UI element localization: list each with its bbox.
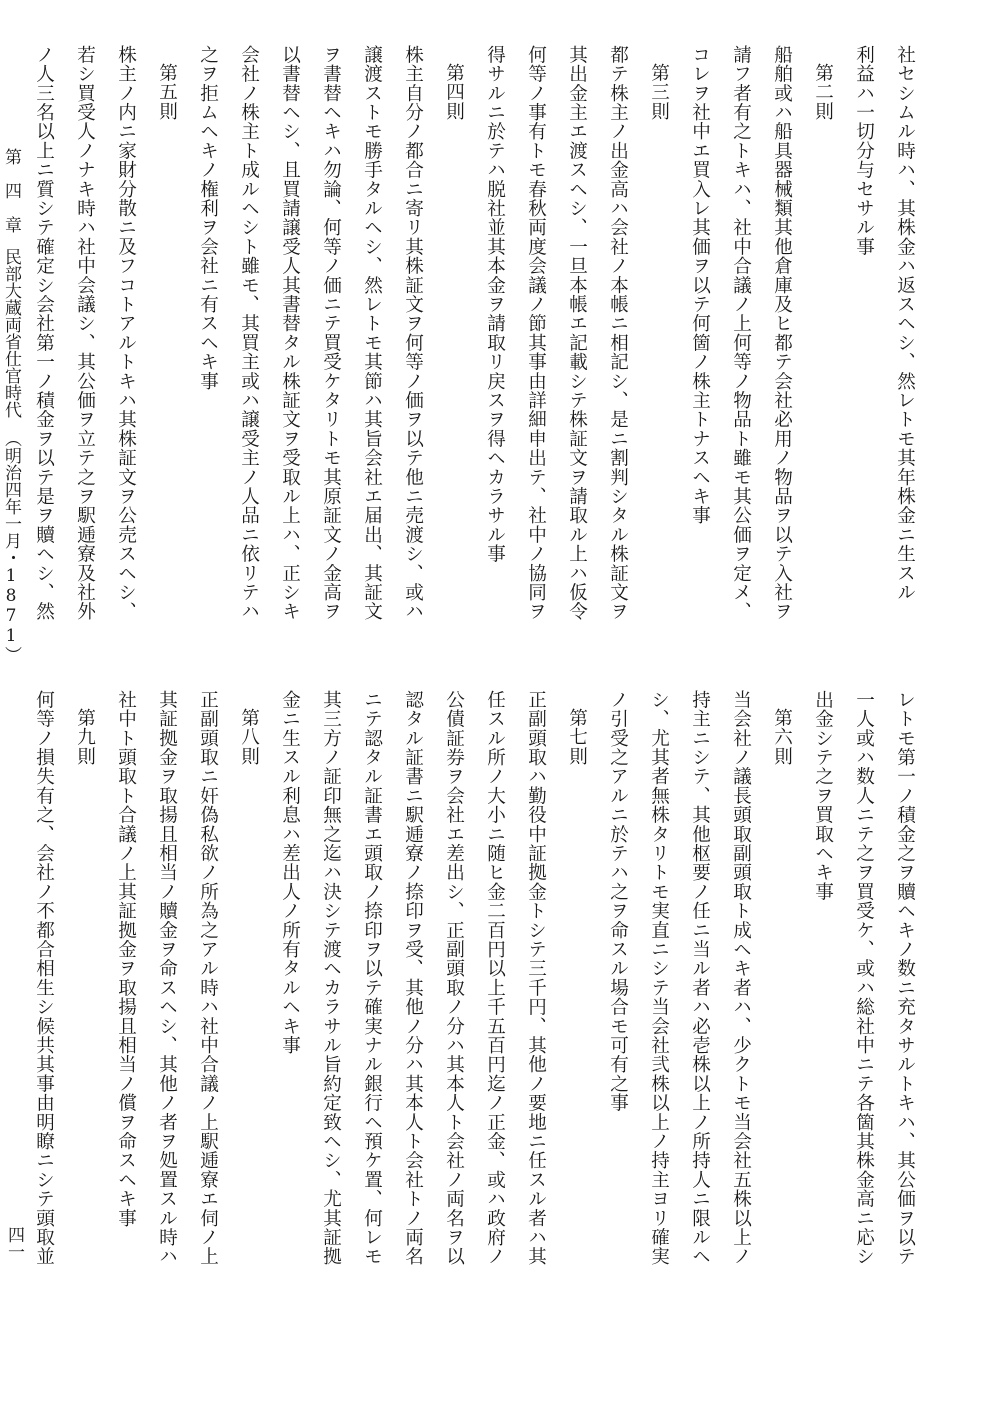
text-column: 船舶或ハ船具器械類其他倉庫及ヒ都テ会社必用ノ物品ヲ以テ入社ヲ — [771, 45, 793, 621]
text-column: 一人或ハ数人ニテ之ヲ買受ケ、或ハ総社中ニテ各箇其株金高ニ応シ — [853, 690, 875, 1266]
text-column: 何等ノ事有トモ春秋両度会議ノ節其事由詳細申出テ、社中ノ協同ヲ — [525, 45, 547, 621]
section-heading: 第二則 — [812, 63, 834, 121]
page-number: 四一 — [4, 1226, 24, 1260]
section-heading: 第四則 — [443, 63, 465, 121]
text-column: 都テ株主ノ出金高ハ会社ノ本帳ニ相記シ、是ニ割判シタル株証文ヲ — [607, 45, 629, 621]
text-column: ノ引受之アルニ於テハ之ヲ命スル場合モ可有之事 — [607, 690, 629, 1113]
text-column: 出金シテ之ヲ買取ヘキ事 — [812, 690, 834, 902]
text-column: 正副頭取ハ勤役中証拠金トシテ三千円、其他ノ要地ニ任スル者ハ其 — [525, 690, 547, 1266]
text-column: コレヲ社中エ買入レ其価ヲ以テ何箇ノ株主トナスヘキ事 — [689, 45, 711, 525]
text-column: 公債証券ヲ会社エ差出シ、正副頭取ノ分ハ其本人ト会社ノ両名ヲ以 — [443, 690, 465, 1266]
text-column: 金ニ生スル利息ハ差出人ノ所有タルヘキ事 — [279, 690, 301, 1055]
section-heading: 第八則 — [238, 708, 260, 766]
running-head-date: （明治四年一月・1871） — [1, 430, 21, 663]
text-column: 当会社ノ議長頭取副頭取ト成ヘキ者ハ、少クトモ当会社五株以上ノ — [730, 690, 752, 1266]
text-column: ノ人三名以上ニ質シテ確定シ会社第一ノ積金ヲ以テ是ヲ贖ヘシ、然 — [33, 45, 55, 621]
text-column: 其三方ノ証印無之迄ハ決シテ渡ヘカラサル旨約定致ヘシ、尤其証拠 — [320, 690, 342, 1266]
text-column: 株主自分ノ都合ニ寄リ其株証文ヲ何等ノ価ヲ以テ他ニ売渡シ、或ハ — [402, 45, 424, 621]
text-column: 若シ買受人ノナキ時ハ社中会議シ、其公価ヲ立テ之ヲ駅逓寮及社外 — [74, 45, 96, 621]
text-column: 其証拠金ヲ取揚且相当ノ贖金ヲ命スヘシ、其他ノ者ヲ処置スル時ハ — [156, 690, 178, 1266]
text-column: 譲渡ストモ勝手タルヘシ、然レトモ其節ハ其旨会社エ届出、其証文 — [361, 45, 383, 621]
text-column: 正副頭取ニ奸偽私欲ノ所為之アル時ハ社中合議ノ上駅逓寮エ伺ノ上 — [197, 690, 219, 1266]
text-column: 之ヲ拒ムヘキノ権利ヲ会社ニ有スヘキ事 — [197, 45, 219, 391]
text-column: 得サルニ於テハ脱社並其本金ヲ請取リ戻スヲ得ヘカラサル事 — [484, 45, 506, 564]
text-column: 株主ノ内ニ家財分散ニ及フコトアルトキハ其株証文ヲ公売スヘシ、 — [115, 45, 137, 621]
text-column: 会社ノ株主ト成ルヘシト雖モ、其買主或ハ譲受主ノ人品ニ依リテハ — [238, 45, 260, 621]
text-column: ヲ書替ヘキハ勿論、何等ノ価ニテ買受ケタリトモ其原証文ノ金高ヲ — [320, 45, 342, 621]
text-column: レトモ第一ノ積金之ヲ贖ヘキノ数ニ充タサルトキハ、其公価ヲ以テ — [894, 690, 916, 1266]
text-column: 認タル証書ニ駅逓寮ノ捺印ヲ受、其他ノ分ハ其本人ト会社トノ両名 — [402, 690, 424, 1266]
running-head-chapter: 第 四 章 — [1, 148, 21, 233]
section-heading: 第五則 — [156, 63, 178, 121]
section-heading: 第三則 — [648, 63, 670, 121]
text-column: 社中ト頭取ト合議ノ上其証拠金ヲ取揚且相当ノ償ヲ命スヘキ事 — [115, 690, 137, 1228]
text-column: 持主ニシテ、其他枢要ノ任ニ当ル者ハ必壱株以上ノ所持人ニ限ルヘ — [689, 690, 711, 1266]
text-column: 請フ者有之トキハ、社中合議ノ上何等ノ物品ト雖モ其公価ヲ定メ、 — [730, 45, 752, 621]
section-heading: 第七則 — [566, 708, 588, 766]
text-column: 何等ノ損失有之、会社ノ不都合相生シ候共其事由明瞭ニシテ頭取並 — [33, 690, 55, 1266]
text-column: 社セシムル時ハ、其株金ハ返スヘシ、然レトモ其年株金ニ生スル — [894, 45, 916, 602]
text-column: 任スル所ノ大小ニ随ヒ金二百円以上千五百円迄ノ正金、或ハ政府ノ — [484, 690, 506, 1266]
section-heading: 第六則 — [771, 708, 793, 766]
text-column: シ、尤其者無株タリトモ実直ニシテ当会社弐株以上ノ持主ヨリ確実 — [648, 690, 670, 1266]
section-heading: 第九則 — [74, 708, 96, 766]
running-head-title: 民部大蔵両省仕官時代 — [1, 248, 21, 418]
text-column: 利益ハ一切分与セサル事 — [853, 45, 875, 257]
text-column: 以書替ヘシ、且買請譲受人其書替タル株証文ヲ受取ル上ハ、正シキ — [279, 45, 301, 621]
text-column: ニテ認タル証書エ頭取ノ捺印ヲ以テ確実ナル銀行ヘ預ケ置、何レモ — [361, 690, 383, 1266]
text-column: 其出金主エ渡スヘシ、一旦本帳エ記載シテ株証文ヲ請取ル上ハ仮令 — [566, 45, 588, 621]
